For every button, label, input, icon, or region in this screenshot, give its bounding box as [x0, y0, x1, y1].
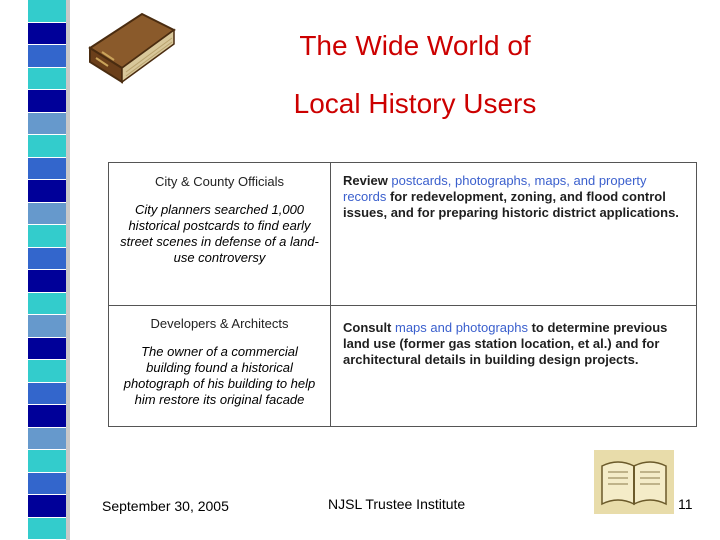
use-description	[343, 173, 686, 221]
description-cell	[331, 306, 697, 427]
old-book-icon	[82, 8, 178, 94]
decorative-color-strip	[28, 0, 66, 540]
users-table	[108, 162, 697, 427]
example-story: City planners searched 1,000 historical postcards to find early street scenes in defense of a land-use controversy	[120, 202, 319, 265]
table-row	[109, 163, 697, 306]
role-cell	[109, 163, 331, 306]
role-label: Developers & Architects	[150, 316, 289, 331]
page-number: 11	[678, 496, 693, 512]
description-cell	[331, 163, 697, 306]
use-description	[343, 320, 686, 368]
desc-text-pre: Review	[343, 173, 392, 188]
desc-text-post: for redevelopment, zoning, and flood control issues, and for preparing historic district applications.	[343, 189, 679, 220]
desc-text-pre: Consult	[343, 320, 395, 335]
role-cell	[109, 306, 331, 427]
footer-institute: NJSL Trustee Institute	[328, 496, 466, 512]
slide-title-line-2: Local History Users	[293, 88, 537, 119]
strip-shadow	[66, 0, 70, 540]
table-row	[109, 306, 697, 427]
open-book-icon	[594, 450, 674, 514]
desc-highlight: postcards, photographs, maps, and property records	[343, 173, 647, 204]
example-story: The owner of a commercial building found a historical photograph of his building to help him restore its original facade	[123, 344, 316, 407]
footer-date: September 30, 2005	[102, 498, 229, 514]
slide-title-line-1: The Wide World of	[299, 30, 531, 61]
desc-highlight: maps and photographs	[395, 320, 528, 335]
role-label: City & County Officials	[154, 174, 285, 189]
desc-text-post: to determine previous land use (former gas station location, et al.) and for architectural details in building design projects.	[343, 320, 668, 367]
